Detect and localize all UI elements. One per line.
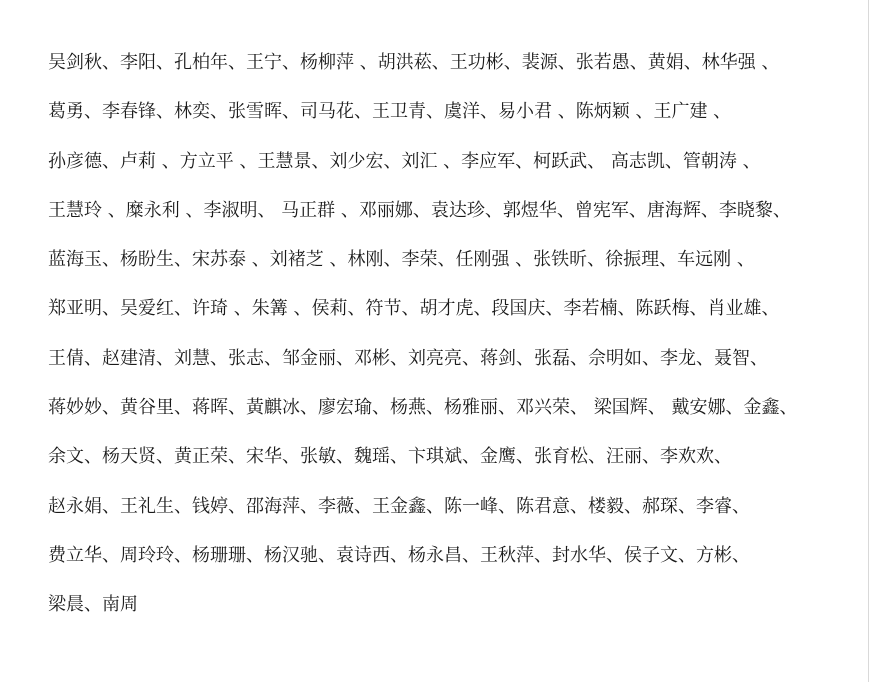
name-line-7: 王倩、赵建清、刘慧、张志、邹金丽、邓彬、刘亮亮、蒋剑、张磊、佘明如、李龙、聂智、 — [48, 347, 768, 369]
name-line-11: 费立华、周玲玲、杨珊珊、杨汉驰、袁诗西、杨永昌、王秋萍、封水华、侯子文、方彬、 — [48, 544, 750, 566]
name-line-2: 葛勇、李春锋、林奕、张雪晖、司马花、王卫青、虞洋、易小君 、陈炳颖 、王广建 、 — [48, 101, 732, 123]
name-list — [48, 38, 858, 630]
page-right-border — [868, 0, 869, 682]
name-line-4: 王慧玲 、糜永利 、李淑明、 马正群 、邓丽娜、袁达珍、郭煜华、曾宪军、唐海辉、李晓黎、 — [48, 199, 791, 221]
name-line-9: 余文、杨天贤、黄正荣、宋华、张敏、魏瑶、卞琪斌、金鹰、张育松、汪丽、李欢欢、 — [48, 446, 732, 468]
name-line-5: 蓝海玉、杨盼生、宋苏泰 、刘褚芝 、林刚、李荣、任刚强 、张铁昕、徐振理、车远刚 、 — [48, 249, 755, 271]
name-line-6: 郑亚明、吴爱红、许琦 、朱篝 、侯莉、符节、胡才虎、段国庆、李若楠、陈跃梅、肖业雄、 — [48, 298, 780, 320]
name-line-3: 孙彦德、卢莉 、方立平 、王慧景、刘少宏、刘汇 、李应军、柯跃武、 高志凯、管朝涛 、 — [48, 150, 761, 172]
name-line-10: 赵永娟、王礼生、钱婷、邵海萍、李薇、王金鑫、陈一峰、陈君意、楼毅、郝琛、李睿、 — [48, 495, 750, 517]
name-line-8: 蒋妙妙、黄谷里、蒋晖、黃麒冰、廖宏瑜、杨燕、杨雅丽、邓兴荣、 梁国辉、 戴安娜、金鑫、 — [48, 397, 798, 419]
name-line-12: 梁晨、南周 — [48, 594, 138, 616]
name-line-1: 吴剑秋、李阳、孔柏年、王宁、杨柳萍 、胡洪菘、王功彬、裴源、张若愚、黄娟、林华强 、 — [48, 52, 780, 73]
